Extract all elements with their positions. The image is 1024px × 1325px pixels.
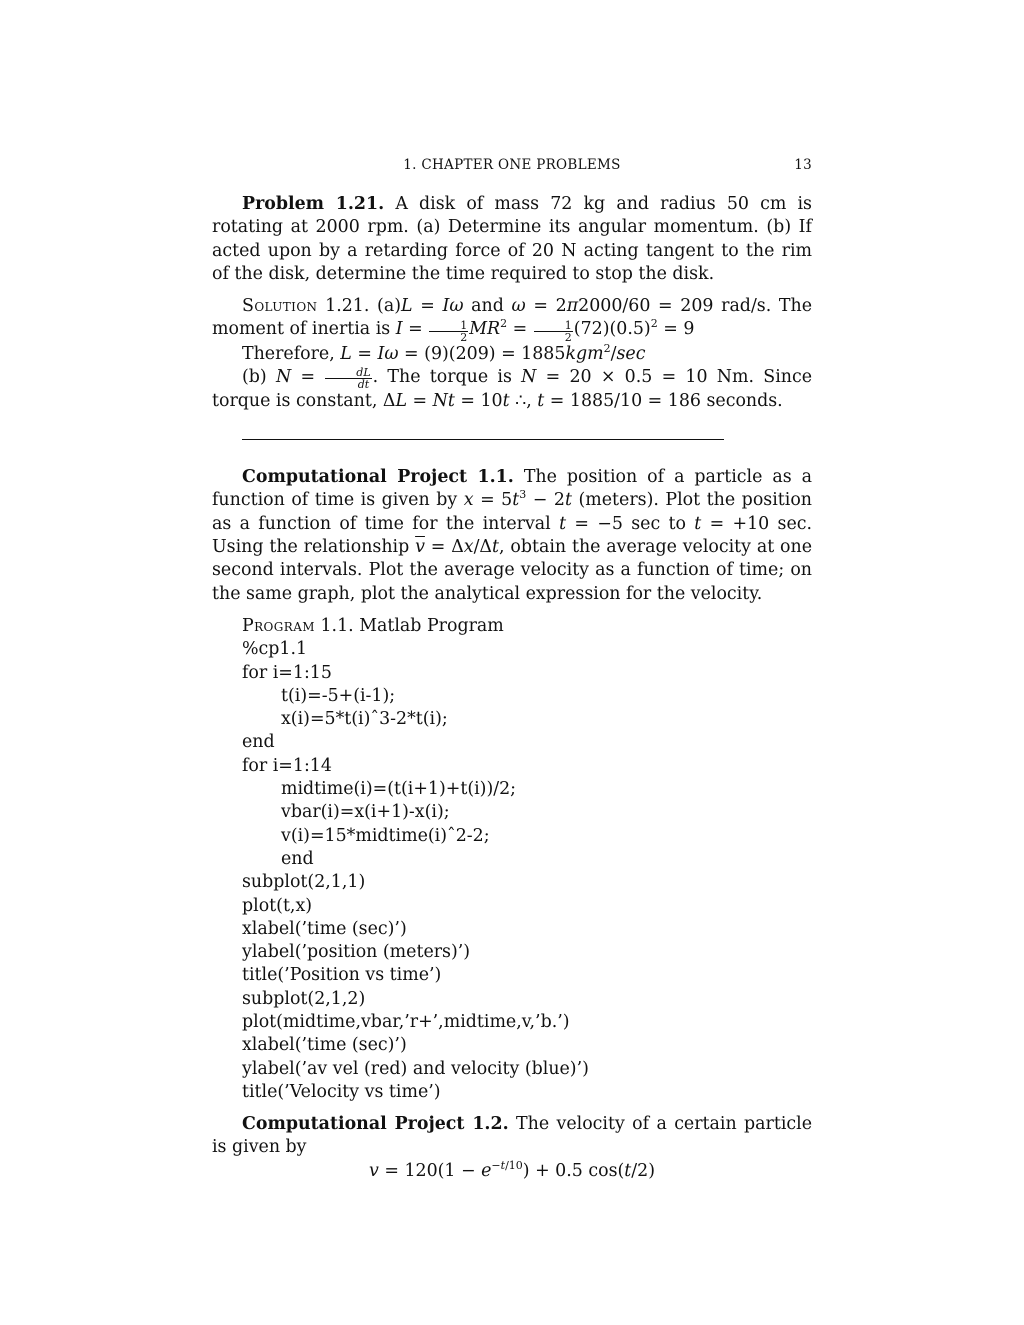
code-line: for i=1:15: [242, 662, 332, 683]
code-line: title(’Velocity vs time’): [242, 1081, 441, 1102]
page-number: 13: [794, 157, 812, 173]
velocity-equation: $v = 120(1 - e^{-t/10}) + 0.5$ cos(t/2): [368, 1158, 656, 1181]
cp2-label: Computational Project 1.2.: [242, 1114, 509, 1135]
cp1-text-b: (meters). Plot the position as a function of time for the interval: [212, 490, 812, 534]
chapter-title: 1. CHAPTER ONE PROBLEMS: [403, 157, 621, 173]
code-line: %cp1.1: [242, 639, 308, 660]
program-label: Program: [242, 615, 315, 636]
solution-label: Solution: [242, 296, 318, 317]
problem-1-21: [212, 193, 812, 286]
computational-project-1-1: Computational Project 1.1. The position of a particle as a function of time is given by $x = 5t^3 - 2t$ (meters). Plot the position as a function of time for the interval t = −5 sec to t = +10 sec. Using the relationship $\overline{v} = \Delta x/\Delta t$, obtain the average velocity at one second intervals. Plot the average velocity as a function of time; on the same graph, plot the analytical expression for the velocity.: [212, 467, 813, 604]
solution-line-3: (b) N = $\frac{dL}{dt}$ . The torque is N = 20 × 0.5 = 10 Nm. Since torque is constant, ΔL = Nt = 10t ∴, t = 1885/10 = 186 seconds.: [212, 365, 813, 411]
computational-project-1-2: [212, 1113, 812, 1160]
code-line: plot(t,x): [242, 895, 313, 916]
code-line: title(’Position vs time’): [242, 965, 442, 986]
code-line: plot(midtime,vbar,’r+’,midtime,v,’b.’): [242, 1012, 570, 1032]
cp1-text-d: sec. Using the relationship: [212, 513, 813, 558]
code-line: t(i)=-5+(i-1);: [281, 685, 396, 706]
problem-label: Problem 1.21.: [242, 194, 385, 214]
cp1-text-c: sec to: [631, 513, 686, 534]
program-caption: Matlab Program: [359, 615, 504, 636]
code-line: end: [281, 848, 314, 869]
solution-line-2: Therefore, L = Iω = (9)(209) = 1885kgm$^2$/sec: [242, 341, 646, 364]
code-line: subplot(2,1,2): [242, 988, 366, 1009]
problem-text: A disk of mass 72 kg and radius 50 cm is rotating at 2000 rpm. (a) Determine its angular momentum. (b) If acted upon by a retarding force of 20 N acting tangent to the rim of the disk, determine the time required to stop the disk.: [212, 194, 812, 284]
running-header: [212, 157, 812, 177]
code-line: xlabel(’time (sec)’): [242, 918, 407, 939]
program-1-1-heading: [212, 615, 812, 638]
code-line: end: [242, 732, 275, 753]
solution-number: 1.21.: [325, 296, 370, 317]
matlab-code-listing: [242, 638, 812, 1104]
program-number: 1.1.: [320, 615, 354, 636]
code-line: subplot(2,1,1): [242, 872, 366, 893]
page-body: [212, 193, 812, 1183]
code-line: vbar(i)=x(i+1)-x(i);: [281, 802, 450, 823]
cp1-label: Computational Project 1.1.: [242, 467, 514, 488]
cp1-text-e: , obtain the average velocity at one second intervals. Plot the average velocity as a function of time; on the same graph, plot the analytical expression for the velocity.: [212, 537, 813, 604]
code-line: x(i)=5*t(i)ˆ3-2*t(i);: [281, 709, 448, 730]
code-line: midtime(i)=(t(i+1)+t(i))/2;: [281, 779, 517, 800]
code-line: v(i)=15*midtime(i)ˆ2-2;: [281, 825, 490, 846]
code-line: xlabel(’time (sec)’): [242, 1035, 407, 1056]
code-line: ylabel(’position (meters)’): [242, 942, 471, 963]
code-line: ylabel(’av vel (red) and velocity (blue)’): [242, 1058, 589, 1079]
solution-1-21: Solution 1.21. (a)L = Iω and ω = 2π2000/60 = 209 rad/s. The moment of inertia is I = $\frac{1}{2}$ $MR^2$ = $\frac{1}{2}$ $(72)(0.5)^2 = 9$: [212, 296, 813, 344]
code-line: for i=1:14: [242, 755, 332, 776]
section-divider: [242, 439, 724, 440]
cp1-text-a: The position of a particle as a function of time is given by: [212, 467, 812, 511]
cp2-text: The velocity of a certain particle is given by: [212, 1114, 812, 1158]
